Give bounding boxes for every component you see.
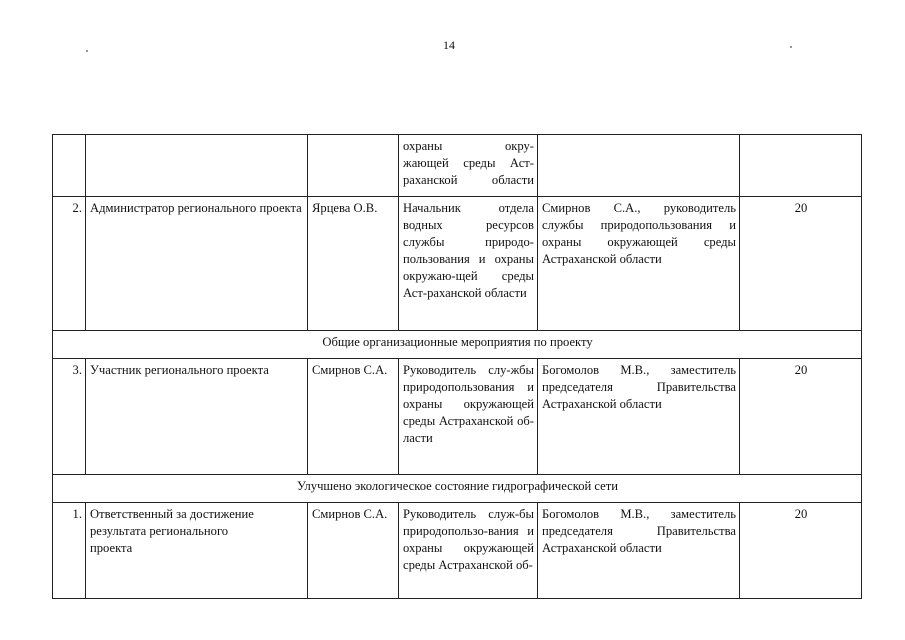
supervisor-cell: Богомолов М.В., заместитель председателя Правительства Астраханской области [538,503,740,599]
table-row [53,197,862,331]
share-cell: 20 [740,197,862,331]
role-cell [86,135,308,197]
supervisor-cell: Смирнов С.А., руководитель службы природопользования и охраны окружающей среды Астраханской области [538,197,740,331]
supervisor-cell [538,135,740,197]
scan-speck [86,50,88,52]
table-row [53,503,862,599]
supervisor-cell: Богомолов М.В., заместитель председателя Правительства Астраханской области [538,359,740,475]
position-cell: Руководитель слу-жбы природопользования и охраны окружающей среды Астраханской об-ласти [399,359,538,475]
section-row [53,475,862,503]
row-number [53,135,86,197]
position-cell: Руководитель служ-бы природопользо-вания и охраны окружающей среды Астраханской об- [399,503,538,599]
name-cell [308,135,399,197]
share-cell: 20 [740,359,862,475]
position-cell: Начальник отдела водных ресурсов службы природо-пользования и охраны окружаю-щей среды Аст-раханской области [399,197,538,331]
section-row [53,331,862,359]
role-cell: Администратор регионального проекта [86,197,308,331]
role-cell: Участник регионального проекта [86,359,308,475]
name-cell: Смирнов С.А. [308,503,399,599]
section-heading: Общие организационные мероприятия по проекту [53,331,862,359]
scan-speck [790,46,792,48]
row-number: 3. [53,359,86,475]
name-cell: Ярцева О.В. [308,197,399,331]
share-cell: 20 [740,503,862,599]
table-row [53,135,862,197]
responsibility-table [52,134,862,599]
share-cell [740,135,862,197]
section-heading: Улучшено экологическое состояние гидрографической сети [53,475,862,503]
name-cell: Смирнов С.А. [308,359,399,475]
page-number: 14 [443,38,455,52]
row-number: 2. [53,197,86,331]
position-cell: охраны окру- жающей среды Аст- раханской области [399,135,538,197]
row-number: 1. [53,503,86,599]
role-cell: Ответственный за достижение результата регионального проекта [86,503,308,599]
table-row [53,359,862,475]
